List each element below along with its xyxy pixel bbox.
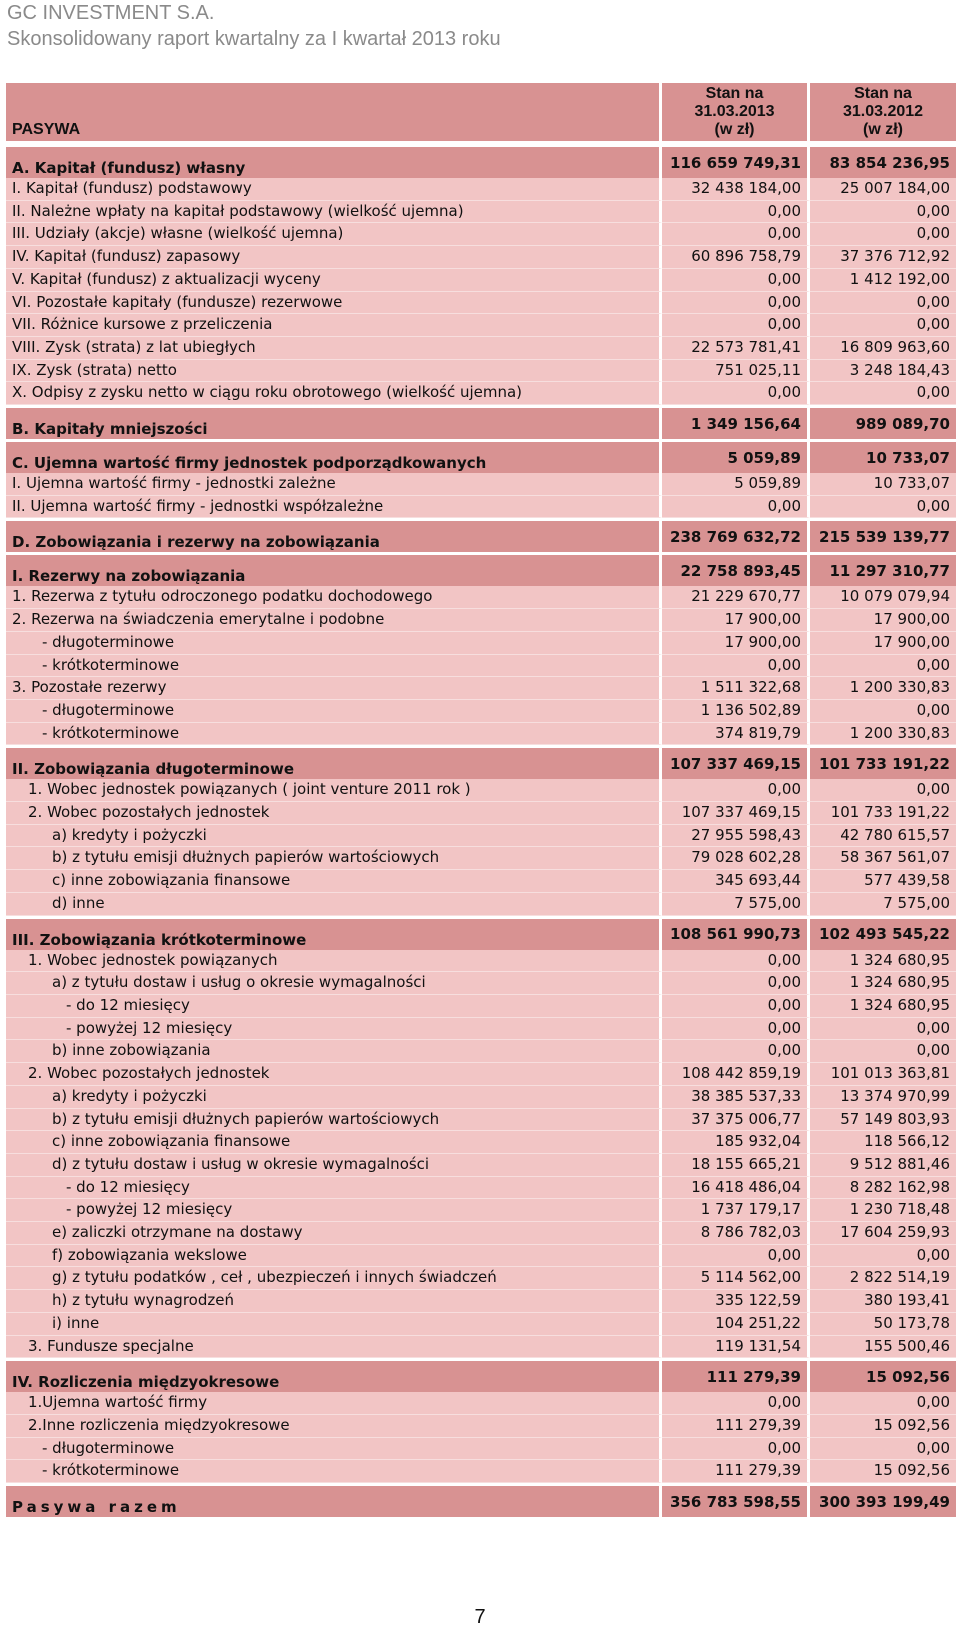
value-2013: 17 900,00 <box>662 632 810 655</box>
table-row <box>6 1154 956 1177</box>
value-2013: 111 279,39 <box>662 1358 810 1392</box>
value-2012: 0,00 <box>810 1245 956 1268</box>
value-2013: 0,00 <box>662 269 810 292</box>
section-row <box>6 916 956 950</box>
value-2013: 32 438 184,00 <box>662 178 810 201</box>
table-row <box>6 1131 956 1154</box>
table-body <box>6 144 956 1517</box>
row-label: VIII. Zysk (strata) z lat ubiegłych <box>6 337 662 360</box>
table-row <box>6 382 956 405</box>
row-label: i) inne <box>6 1313 662 1336</box>
row-label: - powyżej 12 miesięcy <box>6 1018 662 1041</box>
value-2012: 17 604 259,93 <box>810 1222 956 1245</box>
page-number: 7 <box>474 1606 486 1628</box>
table-row <box>6 223 956 246</box>
value-2013: 0,00 <box>662 201 810 224</box>
value-2013: 60 896 758,79 <box>662 246 810 269</box>
row-label: 2.Inne rozliczenia międzyokresowe <box>6 1415 662 1438</box>
row-label: a) z tytułu dostaw i usług o okresie wymagalności <box>6 972 662 995</box>
table-row <box>6 1313 956 1336</box>
row-label: - długoterminowe <box>6 700 662 723</box>
table-row <box>6 677 956 700</box>
table-row <box>6 496 956 519</box>
table-row <box>6 847 956 870</box>
column-header-2012-unit: (w zł) <box>863 121 903 138</box>
value-2013: 0,00 <box>662 950 810 973</box>
row-label: III. Zobowiązania krótkoterminowe <box>6 916 662 950</box>
value-2012: 989 089,70 <box>810 405 956 439</box>
value-2012: 16 809 963,60 <box>810 337 956 360</box>
value-2013: 0,00 <box>662 223 810 246</box>
value-2012: 0,00 <box>810 382 956 405</box>
value-2013: 0,00 <box>662 496 810 519</box>
table-row <box>6 292 956 315</box>
value-2013: 374 819,79 <box>662 723 810 746</box>
value-2012: 101 013 363,81 <box>810 1063 956 1086</box>
table-row <box>6 1086 956 1109</box>
section-row <box>6 518 956 552</box>
value-2012: 1 324 680,95 <box>810 972 956 995</box>
value-2012: 1 412 192,00 <box>810 269 956 292</box>
value-2012: 0,00 <box>810 496 956 519</box>
value-2013: 0,00 <box>662 779 810 802</box>
row-label: I. Rezerwy na zobowiązania <box>6 552 662 586</box>
table-row <box>6 1177 956 1200</box>
value-2013: 7 575,00 <box>662 893 810 916</box>
value-2013: 5 059,89 <box>662 439 810 473</box>
row-label: c) inne zobowiązania finansowe <box>6 870 662 893</box>
table-row <box>6 269 956 292</box>
column-header-2013-date: 31.03.2013 <box>694 103 775 120</box>
table-row <box>6 586 956 609</box>
value-2012: 15 092,56 <box>810 1358 956 1392</box>
value-2013: 1 737 179,17 <box>662 1199 810 1222</box>
column-header-2013-line1: Stan na <box>705 85 764 102</box>
value-2012: 83 854 236,95 <box>810 144 956 178</box>
value-2012: 1 324 680,95 <box>810 995 956 1018</box>
section-row <box>6 552 956 586</box>
value-2013: 5 114 562,00 <box>662 1267 810 1290</box>
value-2012: 118 566,12 <box>810 1131 956 1154</box>
table-row <box>6 1018 956 1041</box>
value-2013: 111 279,39 <box>662 1415 810 1438</box>
value-2013: 116 659 749,31 <box>662 144 810 178</box>
table-row <box>6 1267 956 1290</box>
value-2013: 108 561 990,73 <box>662 916 810 950</box>
row-label: B. Kapitały mniejszości <box>6 405 662 439</box>
company-name: GC INVESTMENT S.A. <box>7 2 215 24</box>
row-label: X. Odpisy z zysku netto w ciągu roku obrotowego (wielkość ujemna) <box>6 382 662 405</box>
value-2013: 18 155 665,21 <box>662 1154 810 1177</box>
column-header-2012 <box>810 83 956 144</box>
table-row <box>6 609 956 632</box>
table-row <box>6 950 956 973</box>
row-label: - do 12 miesięcy <box>6 1177 662 1200</box>
table-row <box>6 1199 956 1222</box>
row-label: g) z tytułu podatków , ceł , ubezpieczeń i innych świadczeń <box>6 1267 662 1290</box>
value-2013: 0,00 <box>662 314 810 337</box>
row-label: a) kredyty i pożyczki <box>6 1086 662 1109</box>
table-header-row <box>6 83 956 144</box>
total-row <box>6 1483 956 1517</box>
value-2013: 1 349 156,64 <box>662 405 810 439</box>
table-row <box>6 473 956 496</box>
value-2012: 0,00 <box>810 1040 956 1063</box>
value-2013: 335 122,59 <box>662 1290 810 1313</box>
value-2012: 17 900,00 <box>810 609 956 632</box>
row-label: II. Należne wpłaty na kapitał podstawowy (wielkość ujemna) <box>6 201 662 224</box>
table-row <box>6 314 956 337</box>
table-row <box>6 802 956 825</box>
value-2013: 0,00 <box>662 1018 810 1041</box>
row-label: b) z tytułu emisji dłużnych papierów wartościowych <box>6 847 662 870</box>
row-label: 3. Fundusze specjalne <box>6 1336 662 1359</box>
section-row <box>6 1358 956 1392</box>
table-row <box>6 972 956 995</box>
value-2013: 0,00 <box>662 655 810 678</box>
row-label: 1. Rezerwa z tytułu odroczonego podatku dochodowego <box>6 586 662 609</box>
value-2012: 0,00 <box>810 1018 956 1041</box>
value-2013: 104 251,22 <box>662 1313 810 1336</box>
value-2013: 0,00 <box>662 292 810 315</box>
value-2013: 0,00 <box>662 382 810 405</box>
value-2012: 11 297 310,77 <box>810 552 956 586</box>
table-row <box>6 178 956 201</box>
table-row <box>6 360 956 383</box>
value-2012: 300 393 199,49 <box>810 1483 956 1517</box>
value-2012: 7 575,00 <box>810 893 956 916</box>
row-label: 2. Wobec pozostałych jednostek <box>6 1063 662 1086</box>
value-2013: 0,00 <box>662 1392 810 1415</box>
table-row <box>6 632 956 655</box>
value-2013: 345 693,44 <box>662 870 810 893</box>
table-row <box>6 1222 956 1245</box>
value-2013: 356 783 598,55 <box>662 1483 810 1517</box>
value-2012: 37 376 712,92 <box>810 246 956 269</box>
value-2013: 0,00 <box>662 1040 810 1063</box>
value-2012: 101 733 191,22 <box>810 745 956 779</box>
value-2013: 37 375 006,77 <box>662 1109 810 1132</box>
value-2012: 15 092,56 <box>810 1415 956 1438</box>
value-2012: 17 900,00 <box>810 632 956 655</box>
value-2012: 0,00 <box>810 223 956 246</box>
value-2013: 17 900,00 <box>662 609 810 632</box>
row-label: - do 12 miesięcy <box>6 995 662 1018</box>
value-2012: 0,00 <box>810 700 956 723</box>
row-label: h) z tytułu wynagrodzeń <box>6 1290 662 1313</box>
row-label: - powyżej 12 miesięcy <box>6 1199 662 1222</box>
value-2012: 155 500,46 <box>810 1336 956 1359</box>
value-2012: 0,00 <box>810 1392 956 1415</box>
row-label: II. Zobowiązania długoterminowe <box>6 745 662 779</box>
value-2012: 0,00 <box>810 779 956 802</box>
value-2013: 751 025,11 <box>662 360 810 383</box>
row-label: - krótkoterminowe <box>6 655 662 678</box>
value-2012: 42 780 615,57 <box>810 825 956 848</box>
row-label: c) inne zobowiązania finansowe <box>6 1131 662 1154</box>
value-2013: 108 442 859,19 <box>662 1063 810 1086</box>
value-2012: 0,00 <box>810 1438 956 1461</box>
value-2013: 0,00 <box>662 972 810 995</box>
value-2012: 1 200 330,83 <box>810 723 956 746</box>
value-2012: 0,00 <box>810 292 956 315</box>
section-row <box>6 745 956 779</box>
row-label: Pasywa razem <box>6 1483 662 1517</box>
row-label: d) z tytułu dostaw i usług w okresie wymagalności <box>6 1154 662 1177</box>
row-label: IV. Rozliczenia międzyokresowe <box>6 1358 662 1392</box>
table-row <box>6 893 956 916</box>
row-label: 2. Rezerwa na świadczenia emerytalne i podobne <box>6 609 662 632</box>
value-2012: 3 248 184,43 <box>810 360 956 383</box>
table-row <box>6 1290 956 1313</box>
table-row <box>6 1040 956 1063</box>
row-label: 1. Wobec jednostek powiązanych <box>6 950 662 973</box>
column-header-2012-date: 31.03.2012 <box>842 103 924 120</box>
value-2013: 5 059,89 <box>662 473 810 496</box>
row-label: - długoterminowe <box>6 1438 662 1461</box>
row-label: - krótkoterminowe <box>6 1460 662 1483</box>
table-row <box>6 723 956 746</box>
value-2013: 107 337 469,15 <box>662 745 810 779</box>
row-label: III. Udziały (akcje) własne (wielkość ujemna) <box>6 223 662 246</box>
value-2013: 8 786 782,03 <box>662 1222 810 1245</box>
row-label: - krótkoterminowe <box>6 723 662 746</box>
value-2012: 57 149 803,93 <box>810 1109 956 1132</box>
table-row <box>6 779 956 802</box>
table-row <box>6 1336 956 1359</box>
column-header-2012-line1: Stan na <box>854 85 912 102</box>
table-row <box>6 700 956 723</box>
value-2013: 0,00 <box>662 1438 810 1461</box>
section-row <box>6 144 956 178</box>
row-label: C. Ujemna wartość firmy jednostek podporządkowanych <box>6 439 662 473</box>
value-2012: 2 822 514,19 <box>810 1267 956 1290</box>
value-2012: 9 512 881,46 <box>810 1154 956 1177</box>
section-row <box>6 405 956 439</box>
value-2013: 1 136 502,89 <box>662 700 810 723</box>
table-row <box>6 201 956 224</box>
value-2012: 1 324 680,95 <box>810 950 956 973</box>
table-row <box>6 1438 956 1461</box>
value-2012: 102 493 545,22 <box>810 916 956 950</box>
value-2012: 101 733 191,22 <box>810 802 956 825</box>
value-2012: 0,00 <box>810 314 956 337</box>
value-2013: 119 131,54 <box>662 1336 810 1359</box>
row-label: A. Kapitał (fundusz) własny <box>6 144 662 178</box>
table-row <box>6 1460 956 1483</box>
row-label: 3. Pozostałe rezerwy <box>6 677 662 700</box>
column-header-2013-unit: (w zł) <box>714 121 755 138</box>
table-title: PASYWA <box>6 83 662 144</box>
value-2012: 0,00 <box>810 201 956 224</box>
row-label: - długoterminowe <box>6 632 662 655</box>
value-2012: 0,00 <box>810 655 956 678</box>
value-2013: 79 028 602,28 <box>662 847 810 870</box>
value-2013: 22 573 781,41 <box>662 337 810 360</box>
row-label: I. Kapitał (fundusz) podstawowy <box>6 178 662 201</box>
row-label: 1.Ujemna wartość firmy <box>6 1392 662 1415</box>
row-label: a) kredyty i pożyczki <box>6 825 662 848</box>
row-label: 1. Wobec jednostek powiązanych ( joint venture 2011 rok ) <box>6 779 662 802</box>
value-2012: 215 539 139,77 <box>810 518 956 552</box>
table-row <box>6 1109 956 1132</box>
value-2012: 380 193,41 <box>810 1290 956 1313</box>
value-2013: 238 769 632,72 <box>662 518 810 552</box>
table-row <box>6 1063 956 1086</box>
row-label: e) zaliczki otrzymane na dostawy <box>6 1222 662 1245</box>
table-row <box>6 870 956 893</box>
page-header <box>7 0 501 52</box>
value-2013: 21 229 670,77 <box>662 586 810 609</box>
value-2012: 1 230 718,48 <box>810 1199 956 1222</box>
value-2013: 16 418 486,04 <box>662 1177 810 1200</box>
value-2013: 27 955 598,43 <box>662 825 810 848</box>
pasywa-table <box>6 83 956 1517</box>
value-2012: 1 200 330,83 <box>810 677 956 700</box>
row-label: II. Ujemna wartość firmy - jednostki współzależne <box>6 496 662 519</box>
table-row <box>6 337 956 360</box>
row-label: 2. Wobec pozostałych jednostek <box>6 802 662 825</box>
table-row <box>6 246 956 269</box>
value-2012: 10 079 079,94 <box>810 586 956 609</box>
row-label: IX. Zysk (strata) netto <box>6 360 662 383</box>
row-label: d) inne <box>6 893 662 916</box>
column-header-2013 <box>662 83 810 144</box>
row-label: IV. Kapitał (fundusz) zapasowy <box>6 246 662 269</box>
row-label: f) zobowiązania wekslowe <box>6 1245 662 1268</box>
row-label: b) inne zobowiązania <box>6 1040 662 1063</box>
row-label: D. Zobowiązania i rezerwy na zobowiązania <box>6 518 662 552</box>
value-2012: 15 092,56 <box>810 1460 956 1483</box>
row-label: VII. Różnice kursowe z przeliczenia <box>6 314 662 337</box>
value-2013: 0,00 <box>662 995 810 1018</box>
value-2012: 50 173,78 <box>810 1313 956 1336</box>
value-2012: 13 374 970,99 <box>810 1086 956 1109</box>
row-label: b) z tytułu emisji dłużnych papierów wartościowych <box>6 1109 662 1132</box>
table-row <box>6 825 956 848</box>
table-row <box>6 655 956 678</box>
value-2013: 185 932,04 <box>662 1131 810 1154</box>
table-row <box>6 995 956 1018</box>
value-2013: 0,00 <box>662 1245 810 1268</box>
value-2013: 38 385 537,33 <box>662 1086 810 1109</box>
section-row <box>6 439 956 473</box>
value-2012: 577 439,58 <box>810 870 956 893</box>
value-2013: 111 279,39 <box>662 1460 810 1483</box>
report-title: Skonsolidowany raport kwartalny za I kwartał 2013 roku <box>7 28 501 50</box>
value-2012: 8 282 162,98 <box>810 1177 956 1200</box>
table-row <box>6 1415 956 1438</box>
table-row <box>6 1245 956 1268</box>
row-label: V. Kapitał (fundusz) z aktualizacji wyceny <box>6 269 662 292</box>
table-row <box>6 1392 956 1415</box>
value-2012: 10 733,07 <box>810 473 956 496</box>
value-2012: 10 733,07 <box>810 439 956 473</box>
value-2013: 1 511 322,68 <box>662 677 810 700</box>
row-label: VI. Pozostałe kapitały (fundusze) rezerwowe <box>6 292 662 315</box>
row-label: I. Ujemna wartość firmy - jednostki zależne <box>6 473 662 496</box>
value-2013: 107 337 469,15 <box>662 802 810 825</box>
value-2013: 22 758 893,45 <box>662 552 810 586</box>
value-2012: 25 007 184,00 <box>810 178 956 201</box>
value-2012: 58 367 561,07 <box>810 847 956 870</box>
